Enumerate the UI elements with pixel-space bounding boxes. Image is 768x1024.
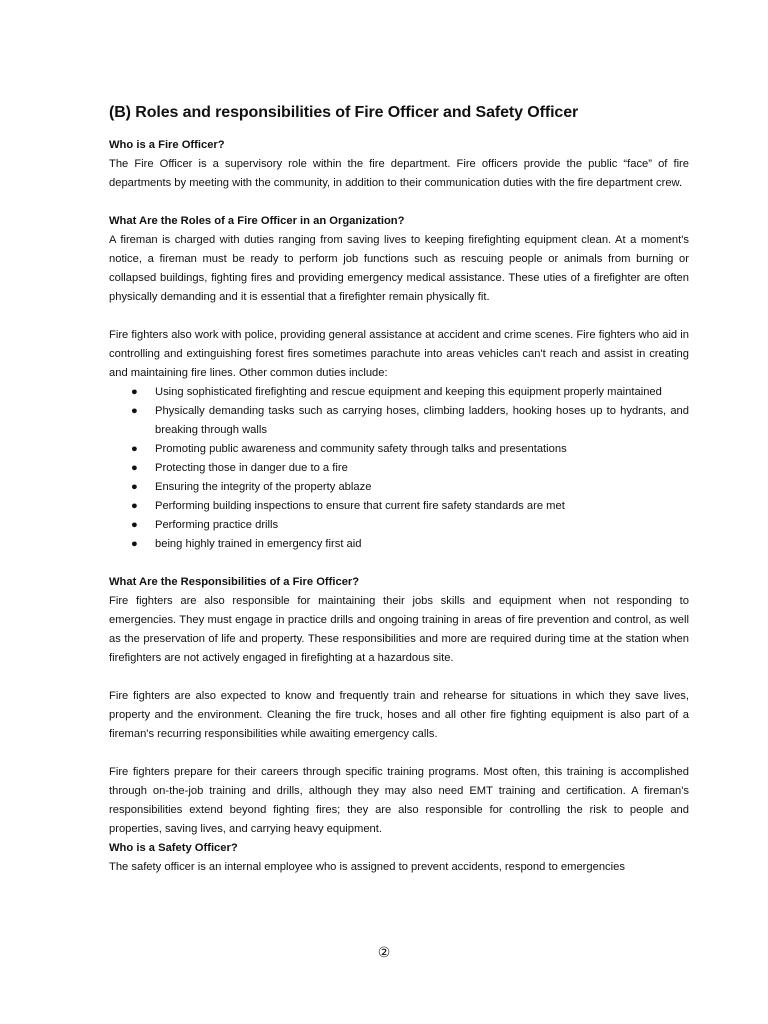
paragraph-safety-officer: The safety officer is an internal employee who is assigned to prevent accidents, respond to emergencies bbox=[109, 861, 625, 873]
paragraph-fire-officer-definition: The Fire Officer is a supervisory role within the fire department. Fire officers provide the public “face” of fire departments by meeting with the community, in addition to their communication duties with the fire department crew. bbox=[109, 158, 689, 189]
heading-roles-fire-officer: What Are the Roles of a Fire Officer in an Organization? bbox=[109, 215, 405, 227]
bullet-icon: ● bbox=[131, 500, 138, 512]
bullet-icon: ● bbox=[131, 443, 138, 455]
heading-responsibilities-fire-officer: What Are the Responsibilities of a Fire Officer? bbox=[109, 576, 360, 588]
paragraph-train-rehearse: Fire fighters are also expected to know and frequently train and rehearse for situations in which they save lives, property and the environment. Cleaning the fire truck, hoses and all other fire fighting equipment is also part of a fireman's recurring responsibilities while awaiting emergency calls. bbox=[109, 690, 689, 740]
heading-who-is-fire-officer: Who is a Fire Officer? bbox=[109, 139, 225, 151]
bullet-icon: ● bbox=[131, 386, 138, 398]
bullet-icon: ● bbox=[131, 481, 138, 493]
document-title: (B) Roles and responsibilities of Fire Officer and Safety Officer bbox=[109, 104, 579, 121]
page-number: ② bbox=[377, 945, 391, 961]
list-item: ● Performing practice drills bbox=[109, 516, 689, 535]
paragraph-maintaining-skills: Fire fighters are also responsible for maintaining their jobs skills and equipment when not responding to emergencies. They must engage in practice drills and ongoing training in areas of fire prevention and control, as well as the preservation of life and property. These responsibilities and more are required during time at the station when firefighters are not actively engaged in firefighting at a hazardous site. bbox=[109, 595, 689, 664]
bullet-icon: ● bbox=[131, 405, 138, 417]
list-item: ● Performing building inspections to ensure that current fire safety standards are met bbox=[109, 497, 689, 516]
bullet-icon: ● bbox=[131, 538, 138, 550]
list-item: ● Physically demanding tasks such as carrying hoses, climbing ladders, hooking hoses up to hydrants, and breaking through walls bbox=[109, 402, 689, 440]
duties-list bbox=[109, 383, 689, 554]
list-item: ● Using sophisticated firefighting and rescue equipment and keeping this equipment properly maintained bbox=[109, 383, 689, 402]
bullet-icon: ● bbox=[131, 462, 138, 474]
paragraph-training-programs: Fire fighters prepare for their careers through specific training programs. Most often, this training is accomplished through on-the-job training and drills, although they may also need EMT training and certification. A fireman's responsibilities extend beyond fighting fires; they are also responsible for controlling the risk to people and properties, saving lives, and carrying heavy equipment. bbox=[109, 766, 689, 835]
list-item: ● Protecting those in danger due to a fire bbox=[109, 459, 689, 478]
paragraph-fireman-duties: A fireman is charged with duties ranging from saving lives to keeping firefighting equipment clean. At a moment's notice, a fireman must be ready to perform job functions such as rescuing people or animals from burning or collapsed buildings, fighting fires and providing emergency medical assistance. These uties of a firefighter are often physically demanding and it is essential that a firefighter remain physically fit. bbox=[109, 234, 689, 303]
list-item: ● Promoting public awareness and community safety through talks and presentations bbox=[109, 440, 689, 459]
bullet-icon: ● bbox=[131, 519, 138, 531]
list-item: ● Ensuring the integrity of the property ablaze bbox=[109, 478, 689, 497]
document-page bbox=[109, 102, 689, 877]
list-item: ● being highly trained in emergency first aid bbox=[109, 535, 689, 554]
heading-who-is-safety-officer: Who is a Safety Officer? bbox=[109, 842, 238, 854]
paragraph-fire-fighters-police: Fire fighters also work with police, providing general assistance at accident and crime scenes. Fire fighters who aid in controlling and extinguishing forest fires sometimes parachute into areas vehicles can't reach and assist in creating and maintaining fire lines. Other common duties include: bbox=[109, 329, 689, 379]
